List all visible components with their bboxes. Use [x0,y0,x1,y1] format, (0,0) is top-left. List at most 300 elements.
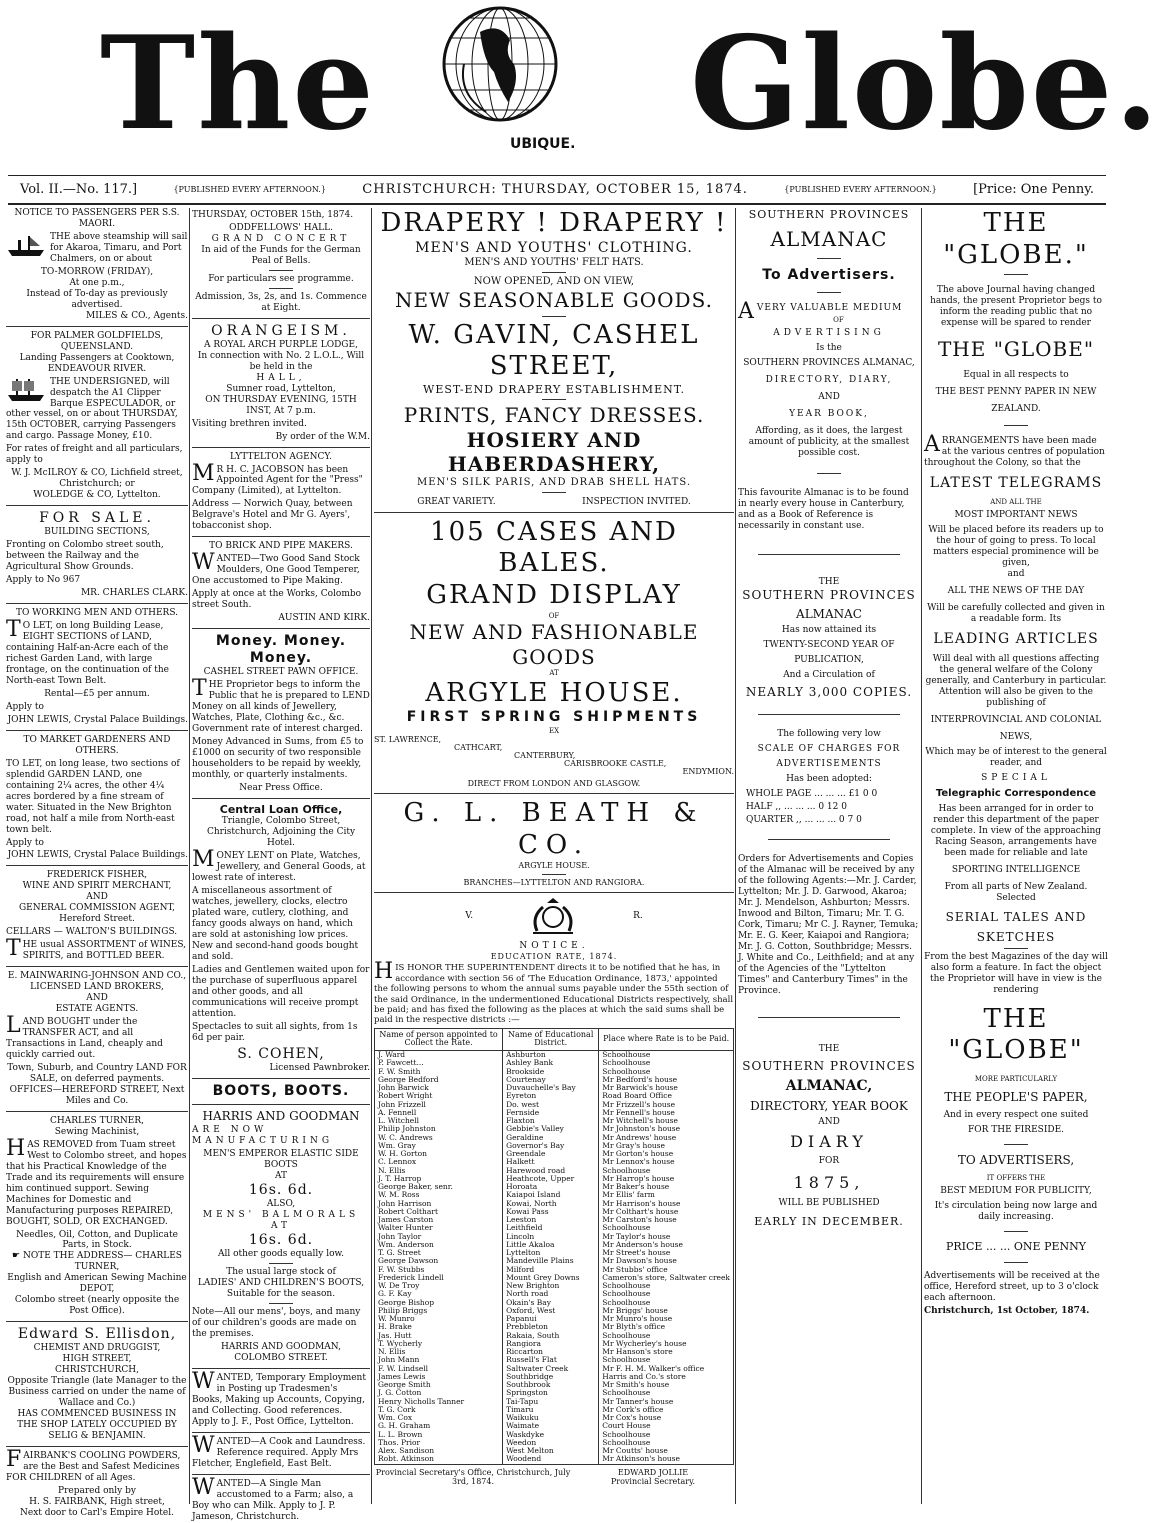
ad-signature: HARRIS AND GOODMAN, [221,1342,341,1353]
column-2 [192,208,370,1522]
table-cell: Mr Gray's house [599,1142,734,1150]
ad-body: LAND BOUGHT under the TRANSFER ACT, and all Transactions in Land, cheaply and quickly carried out. [6,1013,163,1060]
table-cell: Ashley Bank [503,1059,599,1067]
table-cell: George Dawson [375,1257,503,1265]
table-cell: Lyttelton [503,1249,599,1257]
table-cell: John Mann [375,1356,503,1364]
table-cell: George Bedford [375,1076,503,1084]
almanac-text: YEAR BOOK, [789,409,869,420]
ad-headline: NEW SEASONABLE GOODS. [395,288,713,313]
column-rule [371,208,372,1504]
table-cell: Mr Colthart's house [599,1208,734,1216]
ad-headline: 105 CASES AND BALES. [430,516,678,579]
globe-text: And in every respect one suited [943,1110,1089,1121]
divider [192,1474,370,1475]
ad-title: BOOTS, BOOTS. [212,1082,350,1099]
ad-city: CHRISTCHURCH, [55,1365,139,1376]
ad-subtitle: Sewing Machinist, [54,1126,140,1137]
globe-text: From the best Magazines of the day will also form a feature. In fact the object the Proprietor will have in view is the rendering [924,951,1108,995]
table-row [375,1142,734,1150]
table-cell: G. F. Kay [375,1290,503,1298]
ad-office: OFFICES—HEREFORD STREET, Next Miles and Co. [9,1084,185,1106]
ad-body: WANTED—Two Good Sand Stock Moulders, One Good Temperer, One accustomed to Pipe Making. [192,550,360,587]
column-rule [921,208,922,1504]
notice-body: HIS HONOR THE SUPERINTENDENT directs it to be notified that he has, in accordance with section 56 of 'The Education Ordinance, 1873,' appointed the following persons to whom the annual sums payable under the 55th section of the said Ordinance, in the undermentioned Educational Districts respectively, shall be paid; and has fixed the following as the places at which the said sums shall be paid in the respective districts :— [374,959,734,1026]
ad-headline: W. GAVIN, CASHEL STREET, [408,319,700,382]
table-cell: Waimate [503,1422,599,1430]
table-cell: Leeston [503,1216,599,1224]
ad-money [192,633,370,794]
ad-address: Address — Norwich Quay, between Belgrave's Hotel and Mr G. Ayers', tobacconist shop. [192,499,353,532]
almanac-text: AVERY VALUABLE MEDIUM [738,298,903,324]
ad-wanted-cook: WANTED—A Cook and Laundress. Reference required. Apply Mrs Fletcher, Englefield, East Belt. [192,1432,366,1469]
table-cell: Milford [503,1266,599,1274]
table-cell: P. Fawcett... [375,1059,503,1067]
ad-subhead: WEST-END DRAPERY ESTABLISHMENT. [423,383,685,396]
table-cell: Schoolhouse [599,1051,734,1060]
table-row [375,1241,734,1249]
ad-signature: Licensed Pawnbroker. [269,1062,370,1073]
table-cell: Greendale [503,1150,599,1158]
globe-text: Equal in all respects to [963,369,1069,380]
ad-when: ON THURSDAY EVENING, 15TH INST, At 7 p.m. [205,394,357,416]
table-cell: Schoolhouse [599,1224,734,1232]
table-cell: Southbrook [503,1381,599,1389]
almanac-text: FOR [818,1155,840,1166]
globe-text: FOR THE FIRESIDE. [967,1125,1065,1136]
ad-body: TO LET, on long Building Lease, EIGHT SECTIONS of LAND, containing Half-an-Acre each of the richest Garden Land, with large frontage, on the continuation of the North-east Town Belt. [6,617,169,686]
column-5 [924,208,1108,1504]
globe-text: MORE PARTICULARLY [974,1075,1058,1084]
table-cell: Mr Stubbs' office [599,1266,734,1274]
ad-also: ALSO, [266,1199,296,1210]
table-cell: Heathcote, Upper [503,1175,599,1183]
ad-headline: NEW AND FASHIONABLE GOODS [409,620,699,669]
table-cell: Lincoln [503,1233,599,1241]
ad-body: For rates of freight and all particulars, apply to [6,444,183,466]
table-cell: Cameron's store, Saltwater creek [599,1274,734,1282]
divider [192,536,370,537]
almanac-rate: QUARTER ,, ... ... ... 0 7 0 [746,814,862,825]
ad-signature: AUSTIN AND KIRK. [278,613,370,624]
table-cell: J. G. Cotton [375,1389,503,1397]
table-cell: George Bishop [375,1299,503,1307]
ad-subtitle: BUILDING SECTIONS, [44,527,150,538]
divider [374,512,734,513]
ad-time: TO-MORROW (FRIDAY), [40,266,154,277]
almanac-text: 1875, [793,1172,865,1192]
table-cell: Mr Smith's house [599,1381,734,1389]
table-cell: Schoolhouse [599,1431,734,1439]
table-cell: W. M. Ross [375,1191,503,1199]
almanac-text: Has been adopted: [786,773,872,784]
ad-body: FAIRBANK'S COOLING POWDERS, are the Best and Safest Medicines FOR CHILDREN of all Ages. [6,1447,181,1483]
table-cell: Fernside [503,1109,599,1117]
divider [6,603,188,604]
column-3 [374,208,734,1504]
notice-signature-title: Provincial Secretary. [610,1477,696,1487]
volume-number: Vol. II.—No. 117.] [20,182,138,197]
ad-signature: JOHN LEWIS, Crystal Palace Buildings. [7,714,188,725]
ship-list [374,735,734,779]
globe-text: Which may be of interest to the general reader, and [925,746,1107,768]
ad-title: TO BRICK AND PIPE MAKERS. [209,541,353,552]
table-cell: Schoolhouse [599,1389,734,1397]
divider [6,730,188,731]
table-cell: N. Ellis [375,1348,503,1356]
almanac-rate: WHOLE PAGE ... ... ... £1 0 0 [746,788,878,799]
ad-price: 16s. 6d. [248,1232,314,1249]
ad-passengers-maori [6,208,188,322]
notice-title: NOTICE. [519,940,589,951]
table-row [375,1059,734,1067]
ship-name: ST. LAWRENCE, [374,735,442,745]
dateline [8,175,1106,205]
almanac-text: The following very low [777,728,881,739]
ad-subtitle: CHEMIST AND DRUGGIST, [33,1343,161,1354]
table-cell: Geraldine [503,1134,599,1142]
ad-wanted-farm-man: WANTED—A Single Man accustomed to a Farm; also, a Boy who can Milk. Apply to J. P. Jameson, Christchurch. [192,1474,354,1522]
ad-and: AND [86,892,108,903]
table-cell: Do. west [503,1101,599,1109]
table-cell: George Baker, senr. [375,1183,503,1191]
ad-near: Near Press Office. [239,782,323,793]
ad-direct: DIRECT FROM LONDON AND GLASGOW. [467,779,641,789]
ad-firm-address: ARGYLE HOUSE. [518,861,590,871]
table-cell: Mr Ellis' farm [599,1191,734,1199]
ad-date: THURSDAY, OCTOBER 15th, 1874. [192,210,354,220]
ad-subhead: MEN'S AND YOUTHS' FELT HATS. [464,256,644,268]
ad-trade: GENERAL COMMISSION AGENT, [18,903,176,914]
table-header: Place where Rate is to be Paid. [599,1028,734,1051]
almanac-text: SOUTHERN PROVINCES [742,1059,916,1074]
ship-icon [6,377,46,403]
table-cell: Schoolhouse [599,1068,734,1076]
ad-body: Town, Suburb, and Country LAND FOR SALE, on deferred payments. [7,1062,187,1084]
table-cell: Mr Blyth's office [599,1323,734,1331]
ad-body: ARE NOW MANUFACTURING [192,1125,334,1147]
table-row [375,1051,734,1060]
table-cell: Walter Hunter [375,1224,503,1232]
table-cell: Halkett [503,1158,599,1166]
ad-body: TO LET, on long lease, two sections of splendid GARDEN LAND, one containing 2¼ acres, the other 4¼ acres bordered by a fine stream of water. Situated in the New Brighton road, not half a mile from North-east town belt. [6,758,180,835]
table-cell: Mr Johnston's house [599,1125,734,1133]
ad-body: Ladies and Gentlemen waited upon for the purchase of superfluous apparel and other goods, and all communications will receive prompt attention. [192,964,370,1019]
ship-name: CATHCART, [454,743,503,753]
almanac-title: SOUTHERN PROVINCES [748,208,910,221]
table-cell: Mr Atkinson's house [599,1455,734,1463]
divider [6,1446,188,1447]
ad-low: All other goods equally low. [217,1249,345,1260]
globe-text: It's circulation being now large and daily increasing. [934,1201,1098,1223]
globe-text: THE BEST PENNY PAPER IN NEW [935,386,1097,397]
ad-grand-concert [192,210,370,314]
table-cell: Kaiapoi Island [503,1191,599,1199]
table-cell: Brookside [503,1068,599,1076]
globe-text: The above Journal having changed hands, the present Proprietor begs to inform the reading public that no expense will be spared to render [930,285,1102,329]
steamship-icon [6,232,46,258]
table-cell: Mr Bedford's house [599,1076,734,1084]
divider [6,966,188,967]
ship-name: CANTERBURY, [514,751,576,761]
ad-item: MEN'S EMPEROR ELASTIC SIDE BOOTS [203,1149,359,1171]
ad-body: THE UNDERSIGNED, will despatch the A1 Clipper Barque ESPECULADOR, or other vessel, on or about THURSDAY, 15th OCTOBER, carrying Passengers and cargo. Passage Money, £10. [6,376,178,442]
almanac-title: ALMANAC [770,227,888,252]
ad-hall: ODDFELLOWS' HALL. [229,222,333,233]
divider [6,1111,188,1112]
almanac-text: ADVERTISING [773,328,885,339]
ad-headline: FIRST SPRING SHIPMENTS [406,709,702,726]
almanac-rate: HALF ,, ... ... ... 0 12 0 [746,801,847,812]
almanac-text: TWENTY-SECOND YEAR OF [763,640,895,651]
ad-brick-makers [192,541,370,624]
table-cell: H. Brake [375,1323,503,1331]
ad-working-men [6,608,188,726]
table-cell: Mr Taylor's house [599,1233,734,1241]
globe-text: From all parts of New Zealand. Selected [944,881,1088,903]
globe-heading: THE "GLOBE." [943,208,1089,270]
globe-heading: THE "GLOBE" [937,337,1095,362]
almanac-text: Orders for Advertisements and Copies of the Almanac will be received by any of the following Agents:—Mr. J. Carder, Lyttelton; Mr. J. D. Garwood, Akaroa; Mr. J. Mendelson, Ashburton; Messrs. Inwood and Bilton, Timaru; Mr. T. G. Cork, Timaru; Mr C. J. Rayner, Temuka; Mr. E. G. Keer, Kaiapoi and Rangiora; Mr. J. G. Cotton, Southbridge; Messrs. J. White and Co., Leithfield; and at any of the Agencies of the "Lyttelton Times" and Canterbury Times" in the Province. [738,854,919,997]
ad-body: Spectacles to suit all sights, from 1s 6d per pair. [192,1021,358,1043]
notice-education-rate [374,897,734,1487]
ad-body: Fronting on Colombo street south, between the Railway and the Agricultural Show Grounds. [6,540,164,573]
table-row [375,1282,734,1290]
almanac-text: DIRECTORY, DIARY, [765,375,893,386]
table-cell: Thos. Prior [375,1439,503,1447]
table-cell: James Lewis [375,1373,503,1381]
table-cell: Waskdyke [503,1431,599,1439]
ad-name: Edward S. Ellisdon, [17,1326,177,1343]
notice-signature: EDWARD JOLLIE [617,1467,689,1477]
ad-frederick-fisher [6,870,188,962]
table-cell: T. Wycherly [375,1340,503,1348]
table-cell: T. G. Cork [375,1406,503,1414]
ad-prepared: Prepared only by [58,1485,136,1496]
ad-body: MR H. C. JACOBSON has been Appointed Agent for the "Press" Company (Limited), at Lyttelton. [192,460,363,497]
ad-title: FOR SALE. [39,510,155,527]
table-row [375,1150,734,1158]
table-cell: Courtenay [503,1076,599,1084]
ad-street: HIGH STREET, [62,1354,132,1365]
table-cell: Russell's Flat [503,1356,599,1364]
table-cell: C. Lennox [375,1158,503,1166]
globe-text: ALL THE NEWS OF THE DAY [947,585,1085,596]
ad-title: LYTTELTON AGENCY. [229,451,333,462]
ad-invite: Visiting brethren invited. [192,418,307,429]
table-cell: Mr Briggs' house [599,1307,734,1315]
almanac-text: OF [833,315,844,324]
almanac-text: SCALE OF CHARGES FOR [757,743,901,754]
masthead [0,0,1161,170]
table-cell: Gebbie's Valley [503,1125,599,1133]
table-cell: Wm. Anderson [375,1241,503,1249]
table-cell: L. Witchell [375,1117,503,1125]
table-body [375,1051,734,1464]
table-row [375,1101,734,1109]
ad-note: GREAT VARIETY. [417,496,496,507]
ad-charles-turner [6,1116,188,1317]
globe-date: Christchurch, 1st October, 1874. [924,1305,1090,1316]
table-cell: Woodend [503,1455,599,1463]
table-cell: Flaxton [503,1117,599,1125]
table-cell: Timaru [503,1406,599,1414]
ad-subtitle: A ROYAL ARCH PURPLE LODGE, [204,339,358,350]
ad-title: ORANGEISM. [211,322,351,339]
table-cell: Mr Munro's house [599,1315,734,1323]
ad-lyttelton-agency [192,452,370,533]
ad-title: Central Loan Office, [219,802,343,816]
ad-firm: G. L. BEATH & CO. [403,797,705,860]
table-cell: Rakaia, South [503,1332,599,1340]
table-cell: Mr Wycherley's house [599,1340,734,1348]
table-cell: Alex. Sandison [375,1447,503,1455]
table-cell: Mandeville Plains [503,1257,599,1265]
table-cell: John Frizzell [375,1101,503,1109]
education-rate-table [374,1028,734,1464]
ad-body: In connection with No. 2 L.O.L., Will be held in the [197,350,365,372]
almanac-text: Is the [816,343,842,354]
column-rule [735,208,736,1504]
ad-branches: BRANCHES—LYTTELTON AND RANGIORA. [463,878,645,887]
ad-apply: Apply at once at the Works, Colombo street South. [192,589,362,611]
ad-signature: JOHN LEWIS, Crystal Palace Buildings. [7,850,188,861]
ad-rent: Rental—£5 per annum. [44,688,150,699]
table-cell: Robt. Atkinson [375,1455,503,1463]
ad-apply: Apply to [6,837,44,848]
ad-argyle-house [374,517,734,888]
ad-headline: HOSIERY AND HABERDASHERY, [447,427,661,477]
table-row [375,1315,734,1323]
ad-fairbank [6,1447,188,1519]
ad-edward-ellisdon [6,1326,188,1442]
table-cell: Mr Dawson's house [599,1257,734,1265]
table-row [375,1422,734,1430]
ad-for-sale [6,510,188,599]
divider [6,505,188,506]
publication-note-right: {PUBLISHED EVERY AFTERNOON.} [784,184,937,194]
table-cell: Mr Cox's house [599,1414,734,1422]
table-cell: Leithfield [503,1224,599,1232]
table-cell: Mr Cork's office [599,1406,734,1414]
table-cell: Mr Barwick's house [599,1084,734,1092]
table-cell: Mr Fennell's house [599,1109,734,1117]
ad-address: Sumner road, Lyttelton, [226,383,336,394]
table-cell: Kowai Pass [503,1208,599,1216]
almanac-text: ADVERTISEMENTS [776,758,882,769]
table-cell: Tai-Tapu [503,1398,599,1406]
ad-body: Needles, Oil, Cotton, and Duplicate Parts, in Stock. [16,1229,178,1251]
ad-body: HAS REMOVED from Tuam street West to Colombo street, and hopes that his Practical Knowledge of the Trade and its requirements will ensure him continued support. Sewing Machines for Domestic and Manufacturing purposes REPAIRED, BOUGHT, SOLD, OR EXCHANGED. [6,1135,187,1227]
table-cell: Papanui [503,1315,599,1323]
ad-at: AT [274,1171,287,1182]
table-cell: North road [503,1290,599,1298]
ad-subtitle: ESTATE AGENTS. [55,1004,139,1015]
table-cell: James Carston [375,1216,503,1224]
ad-note: Colombo street (nearly opposite the Post Office). [14,1295,180,1317]
table-cell: W. De Troy [375,1282,503,1290]
masthead-title-right: Globe. [690,9,1161,159]
ad-headline: PRINTS, FANCY DRESSES. [403,403,705,428]
almanac-text: SOUTHERN PROVINCES ALMANAC, [743,358,915,369]
table-cell: Philip Johnston [375,1125,503,1133]
ad-subtitle: Landing Passengers at Cooktown, ENDEAVOUR RIVER. [19,352,175,374]
table-cell: Schoolhouse [599,1332,734,1340]
table-row [375,1431,734,1439]
table-cell: Mr Frizzell's house [599,1101,734,1109]
table-cell: Schoolhouse [599,1282,734,1290]
table-cell: Mount Grey Downs [503,1274,599,1282]
table-cell: J. Ward [375,1051,503,1060]
globe-text: Will be carefully collected and given in a readable form. Its [927,602,1105,624]
masthead-motto: UBIQUE. [510,136,576,152]
table-cell: Eyreton [503,1092,599,1100]
table-cell: Wm. Gray [375,1142,503,1150]
almanac-text: DIRECTORY, YEAR BOOK [750,1098,908,1113]
table-cell: Schoolhouse [599,1290,734,1298]
column-4 [738,208,920,1504]
table-cell: Oxford, West [503,1307,599,1315]
ad-body: In aid of the Funds for the German Peal of Bells. [201,244,361,266]
ad-agent: WOLEDGE & CO, Lyttelton. [33,490,161,501]
globe-heading: LEADING ARTICLES [933,630,1099,647]
globe-icon [440,2,560,132]
table-cell: Kowai, North [503,1200,599,1208]
table-cell: Rangiora [503,1340,599,1348]
table-cell: Mr Witchell's house [599,1117,734,1125]
table-cell: Mr Coutts' house [599,1447,734,1455]
table-cell: Henry Nicholls Tanner [375,1398,503,1406]
divider [374,892,734,893]
table-row [375,1340,734,1348]
almanac-text: EARLY IN DECEMBER. [754,1215,904,1229]
table-cell: Mr Carston's house [599,1216,734,1224]
table-cell: Mr F. H. M. Walker's office [599,1365,734,1373]
ad-apply: Apply to No 967 [6,575,81,586]
table-cell: Saltwater Creek [503,1365,599,1373]
ad-title: TO MARKET GARDENERS AND OTHERS. [23,734,171,756]
table-cell: W. C. Andrews [375,1134,503,1142]
ad-boots [192,1083,370,1364]
globe-text: SPECIAL [981,772,1051,783]
ad-title: TO WORKING MEN AND OTHERS. [15,608,179,619]
globe-text: INTERPROVINCIAL AND COLONIAL [930,714,1102,725]
ad-signature: Next door to Carl's Empire Hotel. [20,1507,174,1518]
globe-heading: THE "GLOBE" [948,1003,1084,1066]
ad-title: Money. Money. Money. [215,633,347,667]
table-cell: John Harrison [375,1200,503,1208]
divider [192,1368,370,1369]
table-header: Name of Educational District. [503,1028,599,1051]
ad-firm: HARRIS AND GOODMAN [202,1108,360,1123]
table-cell: Weedon [503,1439,599,1447]
divider [6,1321,188,1322]
table-cell: Mr Street's house [599,1249,734,1257]
ad-body: Money Advanced in Sums, from £5 to £1000 on security of two responsible householders to be repaid by weekly, monthly, or quarterly instalments. [192,737,364,780]
table-cell: Prebbleton [503,1323,599,1331]
ad-headline: DRAPERY ! DRAPERY ! [380,208,728,238]
table-cell: Riccarton [503,1348,599,1356]
globe-price: PRICE ... ... ONE PENNY [945,1240,1087,1254]
table-cell: F. W. Lindsell [375,1365,503,1373]
ad-signature: COLOMBO STREET. [234,1353,328,1364]
notice-office: Provincial Secretary's Office, Christchurch, July 3rd, 1874. [375,1467,571,1487]
ad-subtitle: Triangle, Colombo Street, Christchurch, Adjoining the City Hotel. [206,816,356,849]
table-row [375,1257,734,1265]
table-cell: Duvauchelle's Bay [503,1084,599,1092]
ad-time: At one p.m., [69,277,125,288]
table-cell: Horoata [503,1183,599,1191]
